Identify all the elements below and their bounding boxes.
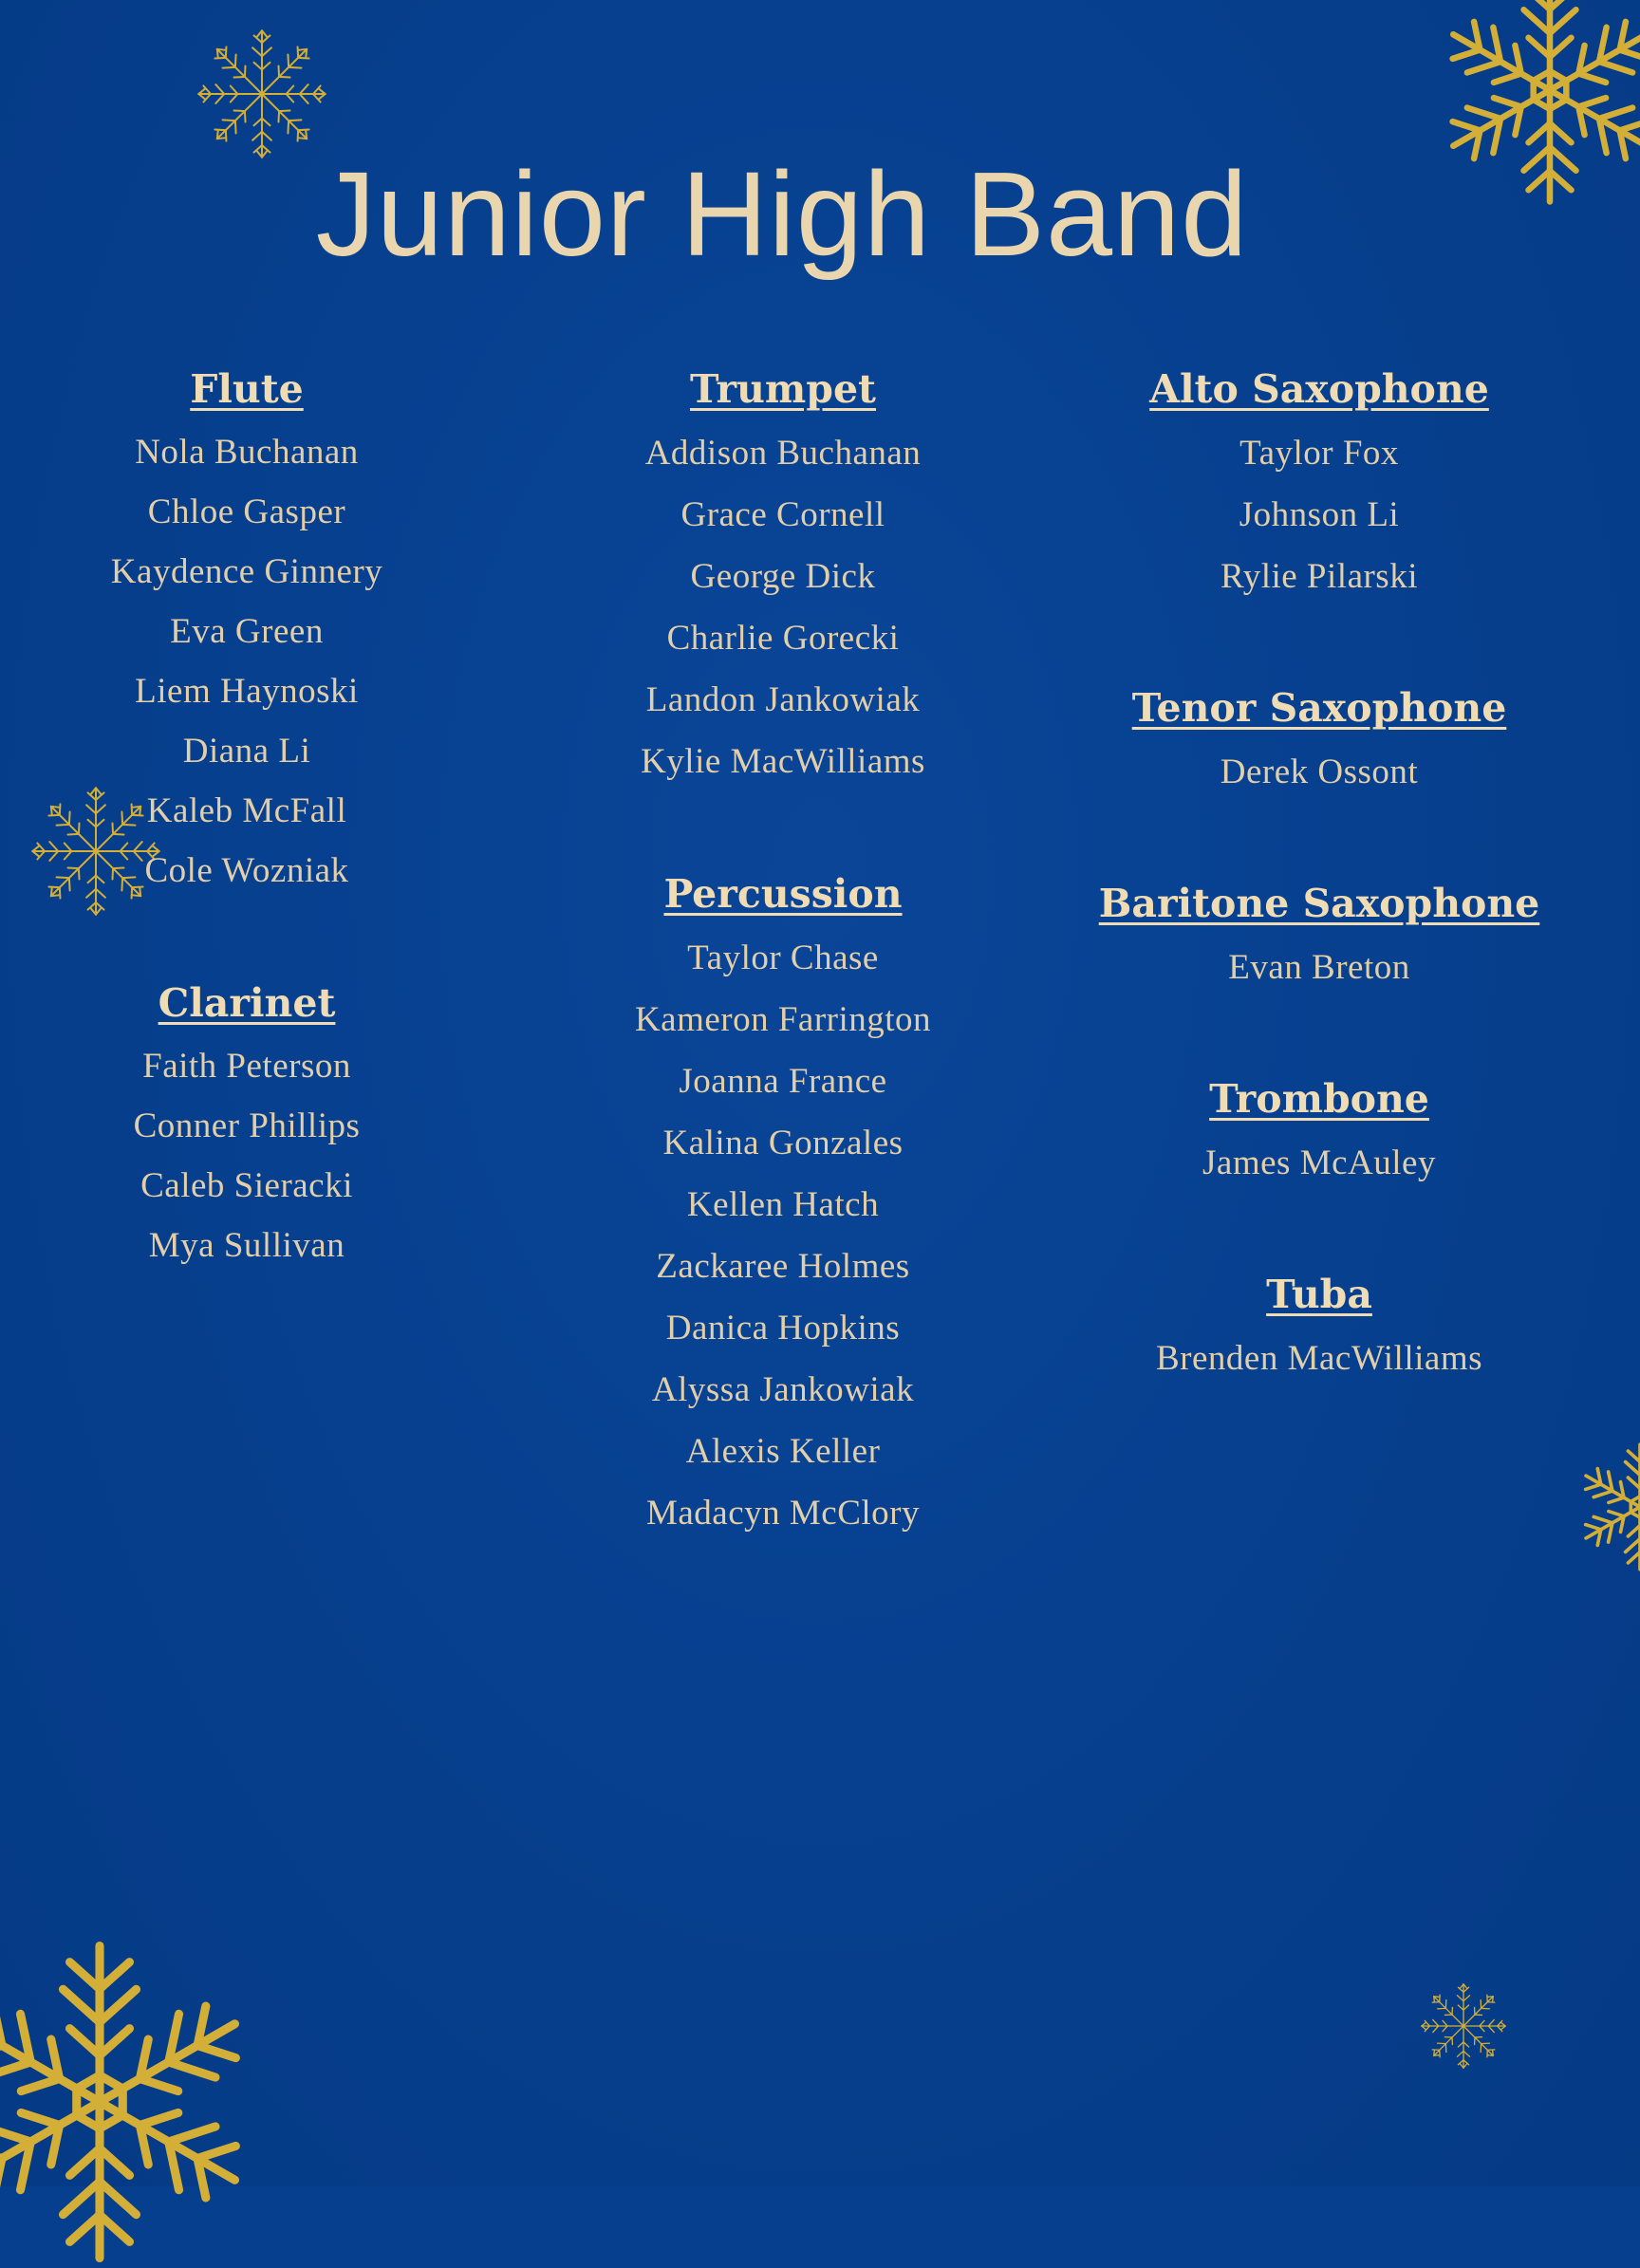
section-heading-trumpet: Trumpet [689, 366, 876, 412]
member-name: Zackaree Holmes [656, 1247, 910, 1286]
member-name: Faith Peterson [142, 1047, 351, 1086]
member-name: Kylie MacWilliams [641, 742, 925, 781]
member-name: Kellen Hatch [686, 1185, 880, 1224]
section-trombone [1082, 1070, 1556, 1194]
member-name: Diana Li [182, 732, 311, 771]
member-name: Grace Cornell [680, 495, 885, 534]
snowflake-icon [1419, 1981, 1508, 2071]
member-name: Rylie Pilarski [1221, 557, 1418, 596]
section-heading-percussion: Percussion [663, 871, 903, 917]
member-name: Eva Green [170, 612, 324, 651]
member-name: Kaleb McFall [146, 791, 347, 830]
member-list-trombone [1082, 1132, 1556, 1194]
member-name: Madacyn McClory [645, 1494, 921, 1533]
member-name: Charlie Gorecki [666, 619, 900, 658]
member-name: Kaydence Ginnery [110, 552, 383, 591]
column-center [593, 361, 973, 1544]
section-heading-flute: Flute [190, 366, 304, 412]
section-heading-trombone: Trombone [1209, 1076, 1429, 1122]
member-name: Liem Haynoski [135, 672, 359, 711]
member-name: Derek Ossont [1220, 753, 1419, 791]
member-name: Cole Wozniak [144, 851, 349, 890]
member-name: Alexis Keller [685, 1432, 881, 1471]
member-name: Conner Phillips [133, 1106, 361, 1145]
section-percussion [593, 865, 973, 1544]
section-tenor-saxophone [1082, 679, 1556, 803]
member-name: Evan Breton [1228, 948, 1410, 987]
member-list-percussion [593, 927, 973, 1544]
snowflake-icon [0, 1936, 266, 2268]
member-name: Mya Sullivan [148, 1226, 345, 1265]
section-heading-clarinet: Clarinet [158, 980, 336, 1026]
member-name: Joanna France [679, 1062, 887, 1101]
member-name: Taylor Fox [1239, 434, 1399, 473]
section-heading-tenor-saxophone: Tenor Saxophone [1131, 685, 1507, 731]
member-name: Alyssa Jankowiak [651, 1370, 915, 1409]
snowflake-icon [195, 27, 329, 161]
section-flute [57, 361, 437, 901]
member-name: James McAuley [1202, 1143, 1436, 1182]
section-heading-tuba: Tuba [1266, 1272, 1372, 1317]
member-name: Danica Hopkins [665, 1309, 901, 1348]
member-list-clarinet [57, 1036, 437, 1275]
member-list-flute [57, 422, 437, 901]
member-name: Caleb Sieracki [140, 1166, 353, 1205]
member-name: George Dick [690, 557, 876, 596]
member-name: Chloe Gasper [147, 493, 346, 531]
page-title: Junior High Band [315, 147, 1249, 281]
member-list-baritone-saxophone [1082, 937, 1556, 998]
section-trumpet [593, 361, 973, 792]
member-name: Landon Jankowiak [645, 680, 921, 719]
section-alto-saxophone [1082, 361, 1556, 607]
section-baritone-saxophone [1082, 875, 1556, 998]
member-name: Kameron Farrington [634, 1000, 932, 1039]
member-name: Addison Buchanan [644, 434, 922, 473]
member-list-alto-saxophone [1082, 422, 1556, 607]
section-heading-baritone-saxophone: Baritone Saxophone [1098, 881, 1540, 926]
member-list-trumpet [593, 422, 973, 792]
member-list-tuba [1082, 1328, 1556, 1389]
member-name: Kalina Gonzales [662, 1124, 904, 1162]
section-clarinet [57, 975, 437, 1275]
member-name: Johnson Li [1239, 495, 1400, 534]
member-name: Brenden MacWilliams [1156, 1339, 1482, 1378]
member-name: Taylor Chase [687, 939, 879, 977]
section-tuba [1082, 1266, 1556, 1389]
member-name: Nola Buchanan [135, 433, 359, 472]
column-left [57, 361, 437, 1275]
section-heading-alto-saxophone: Alto Saxophone [1149, 366, 1489, 412]
column-right [1082, 361, 1556, 1389]
snowflake-icon [1574, 1441, 1640, 1573]
member-list-tenor-saxophone [1082, 741, 1556, 803]
